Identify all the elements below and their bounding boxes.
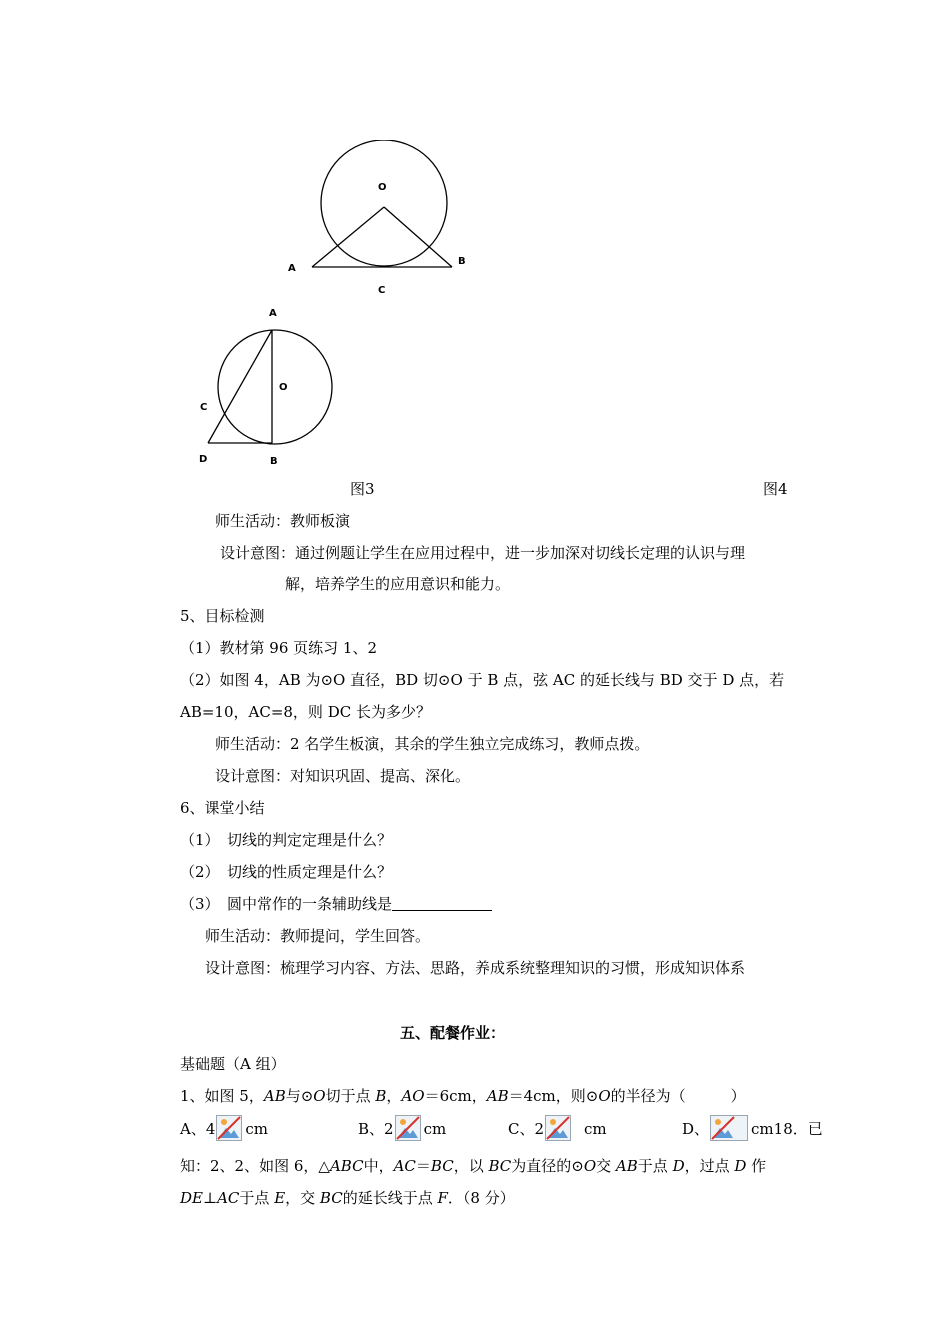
q2-text: 的延长线于点 [342, 1189, 438, 1207]
design-intent-line1: 设计意图：通过例题让学生在应用过程中，进一步加深对切线长定理的认识与理 [220, 544, 746, 562]
q2-text: 中， [363, 1157, 394, 1175]
activity-text: 师生活动：教师板演 [215, 512, 351, 530]
q1-var-o: O [598, 1087, 611, 1105]
answer-blank [392, 896, 492, 911]
q2-text: ，以 [453, 1157, 489, 1175]
q2-text: ．（8 分） [447, 1189, 515, 1207]
fig4-circle [218, 330, 332, 444]
section-5-item-1: （1）教材第 96 页练习 1、2 [180, 639, 378, 657]
q2-var-o: O [583, 1157, 597, 1175]
q1-var-b: B [375, 1087, 387, 1105]
question-3-text: （3） 圆中常作的一条辅助线是 [180, 895, 393, 913]
section-5-activity: 师生活动：2 名学生板演，其余的学生独立完成练习，教师点拨。 [215, 735, 650, 753]
fig4-label-d: D [199, 454, 208, 465]
q2-text: 为直径的⊙ [511, 1157, 584, 1175]
broken-image-icon [710, 1115, 748, 1141]
section-6-activity: 师生活动：教师提问，学生回答。 [205, 927, 431, 945]
option-c [508, 1115, 607, 1141]
option-b-text: B、2 [358, 1120, 394, 1138]
q1-text: 的半径为（ ） [610, 1087, 746, 1105]
fig3-circle [321, 140, 447, 266]
option-d [682, 1115, 823, 1141]
q2-text: ，交 [285, 1189, 320, 1207]
q1-var-o: O [313, 1087, 326, 1105]
option-d-unit: cm18．已 [751, 1120, 823, 1138]
q1-text: 与⊙ [285, 1087, 314, 1105]
section-6-design: 设计意图：梳理学习内容、方法、思路，养成系统整理知识的习惯，形成知识体系 [205, 959, 746, 977]
q2-text: 交 [596, 1157, 616, 1175]
section-5-heading: 5、目标检测 [180, 607, 265, 625]
fig3-label-b: B [458, 256, 466, 267]
option-d-text: D、 [682, 1120, 710, 1138]
figure-3-diagram [280, 140, 480, 300]
q2-var-ac: AC [217, 1189, 240, 1207]
q2-text: 知：2、2、如图 6，△ [180, 1157, 330, 1175]
q1-var-ao: AO [401, 1087, 425, 1105]
fig3-line-ob [384, 207, 452, 267]
option-b [358, 1115, 446, 1141]
section-5-item-2-line2: AB=10，AC=8，则 DC 长为多少？ [180, 703, 431, 721]
section-6-heading: 6、课堂小结 [180, 799, 265, 817]
q1-text: ， [386, 1087, 402, 1105]
fig4-label-o: O [279, 382, 288, 393]
q2-var-bc: BC [319, 1189, 343, 1207]
fig4-label-b: B [270, 456, 278, 467]
q1-text: ＝4cm，则⊙ [508, 1087, 599, 1105]
broken-image-icon [216, 1115, 242, 1141]
q2-text: 于点 [637, 1157, 673, 1175]
fig3-label-o: O [378, 182, 387, 193]
q2-var-abc: ABC [329, 1157, 364, 1175]
option-a-text: A、4 [180, 1120, 216, 1138]
broken-image-icon [545, 1115, 571, 1141]
homework-question-1 [180, 1085, 746, 1106]
q2-var-de: DE [180, 1189, 203, 1207]
fig3-label-a: A [288, 263, 296, 274]
q2-var-e: E [274, 1189, 286, 1207]
fig4-label-a: A [269, 308, 277, 319]
q2-var-ac: AC [393, 1157, 416, 1175]
homework-title: 五、配餐作业： [400, 1024, 506, 1042]
option-c-text: C、2 [508, 1120, 545, 1138]
q1-var-ab: AB [263, 1087, 286, 1105]
q2-text: ＝ [415, 1157, 431, 1175]
q1-text: 1、如图 5， [180, 1087, 264, 1105]
q2-var-bc: BC [488, 1157, 512, 1175]
q2-text: 作 [746, 1157, 767, 1175]
section-6-question-1: （1） 切线的判定定理是什么？ [180, 831, 393, 849]
q2-var-d: D [672, 1157, 685, 1175]
option-a [180, 1115, 268, 1141]
q2-text: ，过点 [684, 1157, 735, 1175]
option-c-unit: cm [584, 1120, 607, 1138]
homework-question-2-line1 [180, 1155, 766, 1176]
figure-4-diagram [195, 300, 345, 470]
design-intent-line2: 解，培养学生的应用意识和能力。 [285, 575, 511, 593]
q2-var-d: D [734, 1157, 747, 1175]
section-5-design: 设计意图：对知识巩固、提高、深化。 [215, 767, 471, 785]
q2-text: 于点 [239, 1189, 275, 1207]
figure-3-caption: 图3 [350, 480, 375, 498]
section-6-question-2: （2） 切线的性质定理是什么？ [180, 863, 393, 881]
homework-question-2-line2 [180, 1187, 515, 1208]
section-6-question-3 [180, 893, 492, 914]
q1-text: 切于点 [325, 1087, 376, 1105]
fig3-label-c: C [378, 285, 386, 296]
option-b-unit: cm [423, 1120, 447, 1138]
homework-group: 基础题（A 组） [180, 1055, 286, 1073]
q2-var-bc: BC [430, 1157, 454, 1175]
q1-var-ab: AB [486, 1087, 509, 1105]
q2-var-f: F [437, 1189, 448, 1207]
option-a-unit: cm [245, 1120, 269, 1138]
broken-image-icon [395, 1115, 421, 1141]
fig4-label-c: C [200, 402, 208, 413]
q2-text: ⊥ [202, 1189, 218, 1207]
q1-text: ＝6cm， [424, 1087, 487, 1105]
figure-4-caption: 图4 [763, 480, 788, 498]
q2-var-ab: AB [615, 1157, 638, 1175]
section-5-item-2-line1: （2）如图 4，AB 为⊙O 直径，BD 切⊙O 于 B 点，弦 AC 的延长线与 BD 交于 D 点，若 [180, 671, 785, 689]
